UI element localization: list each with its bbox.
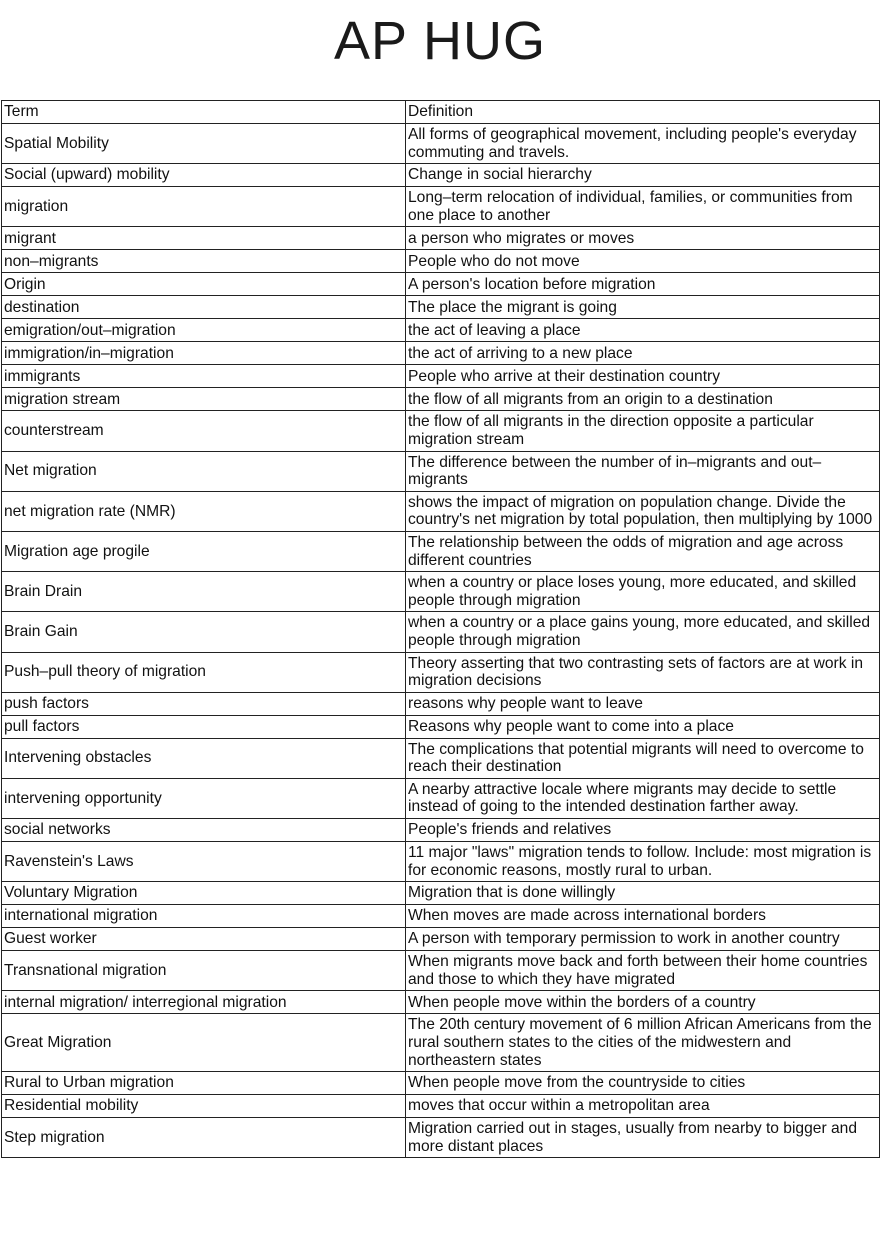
- definition-cell: All forms of geographical movement, including people's everyday commuting and travels.: [406, 124, 880, 164]
- table-row: [2, 572, 880, 612]
- term-cell: push factors: [2, 692, 406, 715]
- table-row: [2, 342, 880, 365]
- definition-cell: Migration that is done willingly: [406, 882, 880, 905]
- term-cell: migration stream: [2, 388, 406, 411]
- definition-cell: Reasons why people want to come into a place: [406, 715, 880, 738]
- table-row: [2, 319, 880, 342]
- table-row: [2, 652, 880, 692]
- definition-cell: shows the impact of migration on population change. Divide the country's net migration by total population, then multiplying by 1000: [406, 491, 880, 531]
- term-cell: emigration/out–migration: [2, 319, 406, 342]
- definition-cell: The difference between the number of in–migrants and out–migrants: [406, 451, 880, 491]
- term-cell: Great Migration: [2, 1014, 406, 1072]
- term-cell: Residential mobility: [2, 1095, 406, 1118]
- definition-cell: when a country or a place gains young, more educated, and skilled people through migration: [406, 612, 880, 652]
- term-cell: Push–pull theory of migration: [2, 652, 406, 692]
- table-row: [2, 905, 880, 928]
- term-cell: Guest worker: [2, 928, 406, 951]
- table-row: [2, 273, 880, 296]
- definition-cell: When migrants move back and forth between their home countries and those to which they have migrated: [406, 951, 880, 991]
- definition-cell: moves that occur within a metropolitan area: [406, 1095, 880, 1118]
- column-header-term: Term: [2, 101, 406, 124]
- term-cell: counterstream: [2, 411, 406, 451]
- table-row: [2, 227, 880, 250]
- definition-cell: People who arrive at their destination country: [406, 365, 880, 388]
- table-row: [2, 842, 880, 882]
- table-row: [2, 365, 880, 388]
- term-cell: Net migration: [2, 451, 406, 491]
- definition-cell: reasons why people want to leave: [406, 692, 880, 715]
- table-row: [2, 491, 880, 531]
- term-cell: Intervening obstacles: [2, 738, 406, 778]
- definition-cell: The place the migrant is going: [406, 296, 880, 319]
- definition-cell: A person's location before migration: [406, 273, 880, 296]
- table-row: [2, 819, 880, 842]
- term-cell: Spatial Mobility: [2, 124, 406, 164]
- definition-cell: the flow of all migrants from an origin to a destination: [406, 388, 880, 411]
- term-cell: internal migration/ interregional migration: [2, 991, 406, 1014]
- term-cell: migration: [2, 187, 406, 227]
- term-cell: Origin: [2, 273, 406, 296]
- table-row: [2, 411, 880, 451]
- term-cell: destination: [2, 296, 406, 319]
- definition-cell: the flow of all migrants in the direction opposite a particular migration stream: [406, 411, 880, 451]
- table-row: [2, 882, 880, 905]
- table-row: [2, 250, 880, 273]
- definition-cell: 11 major "laws" migration tends to follow. Include: most migration is for economic reasons, mostly rural to urban.: [406, 842, 880, 882]
- term-cell: Voluntary Migration: [2, 882, 406, 905]
- definition-cell: When people move within the borders of a country: [406, 991, 880, 1014]
- table-row: [2, 928, 880, 951]
- table-row: [2, 1095, 880, 1118]
- definition-cell: the act of leaving a place: [406, 319, 880, 342]
- term-cell: net migration rate (NMR): [2, 491, 406, 531]
- table-row: [2, 531, 880, 571]
- term-cell: Transnational migration: [2, 951, 406, 991]
- definition-cell: A nearby attractive locale where migrants may decide to settle instead of going to the intended destination farther away.: [406, 778, 880, 818]
- term-cell: Brain Gain: [2, 612, 406, 652]
- term-cell: pull factors: [2, 715, 406, 738]
- table-row: [2, 738, 880, 778]
- table-row: [2, 187, 880, 227]
- term-cell: immigration/in–migration: [2, 342, 406, 365]
- table-row: [2, 1118, 880, 1158]
- definition-cell: The complications that potential migrants will need to overcome to reach their destination: [406, 738, 880, 778]
- table-row: [2, 692, 880, 715]
- term-cell: Step migration: [2, 1118, 406, 1158]
- term-cell: Ravenstein's Laws: [2, 842, 406, 882]
- term-cell: Brain Drain: [2, 572, 406, 612]
- term-cell: non–migrants: [2, 250, 406, 273]
- table-header: [2, 101, 880, 124]
- term-cell: Social (upward) mobility: [2, 164, 406, 187]
- term-cell: migrant: [2, 227, 406, 250]
- table-row: [2, 715, 880, 738]
- table-row: [2, 1014, 880, 1072]
- table-row: [2, 296, 880, 319]
- header-row: [2, 101, 880, 124]
- column-header-definition: Definition: [406, 101, 880, 124]
- table-row: [2, 991, 880, 1014]
- definition-cell: the act of arriving to a new place: [406, 342, 880, 365]
- definition-cell: The 20th century movement of 6 million African Americans from the rural southern states to the cities of the midwestern and northeastern states: [406, 1014, 880, 1072]
- definition-cell: Long–term relocation of individual, families, or communities from one place to another: [406, 187, 880, 227]
- definition-cell: when a country or place loses young, more educated, and skilled people through migration: [406, 572, 880, 612]
- definition-cell: Migration carried out in stages, usually from nearby to bigger and more distant places: [406, 1118, 880, 1158]
- term-cell: international migration: [2, 905, 406, 928]
- table-row: [2, 124, 880, 164]
- table-row: [2, 164, 880, 187]
- table-row: [2, 1072, 880, 1095]
- table-row: [2, 388, 880, 411]
- table-row: [2, 612, 880, 652]
- table-row: [2, 778, 880, 818]
- table-row: [2, 451, 880, 491]
- term-cell: Rural to Urban migration: [2, 1072, 406, 1095]
- glossary-table: [1, 100, 880, 1158]
- term-cell: Migration age progile: [2, 531, 406, 571]
- term-cell: social networks: [2, 819, 406, 842]
- definition-cell: When moves are made across international borders: [406, 905, 880, 928]
- page-title: AP HUG: [333, 11, 547, 71]
- definition-cell: Theory asserting that two contrasting sets of factors are at work in migration decisions: [406, 652, 880, 692]
- definition-cell: When people move from the countryside to cities: [406, 1072, 880, 1095]
- table-body: [2, 124, 880, 1158]
- term-cell: immigrants: [2, 365, 406, 388]
- table-row: [2, 951, 880, 991]
- term-cell: intervening opportunity: [2, 778, 406, 818]
- definition-cell: a person who migrates or moves: [406, 227, 880, 250]
- definition-cell: The relationship between the odds of migration and age across different countries: [406, 531, 880, 571]
- definition-cell: People's friends and relatives: [406, 819, 880, 842]
- definition-cell: People who do not move: [406, 250, 880, 273]
- definition-cell: A person with temporary permission to work in another country: [406, 928, 880, 951]
- definition-cell: Change in social hierarchy: [406, 164, 880, 187]
